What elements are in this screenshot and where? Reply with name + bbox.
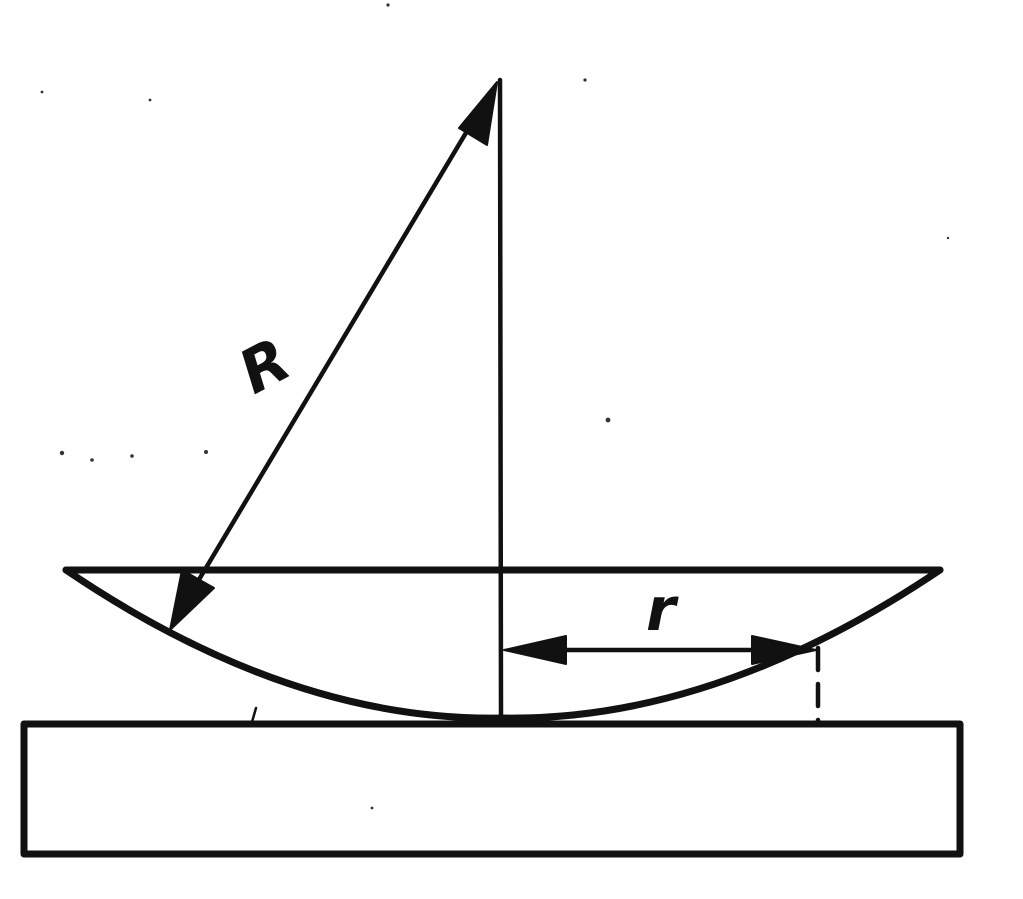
scan-speckles bbox=[41, 3, 950, 809]
radius-arrow-shaft bbox=[182, 96, 488, 608]
flat-glass-plate bbox=[24, 724, 960, 854]
scan-stray-mark bbox=[252, 708, 256, 722]
radial-distance-label: r bbox=[646, 575, 676, 645]
radial-distance-arrowhead-left bbox=[504, 636, 566, 664]
optical-axis bbox=[500, 80, 501, 716]
radius-label: R bbox=[227, 324, 302, 409]
radius-arrowhead-bottom bbox=[170, 570, 214, 630]
